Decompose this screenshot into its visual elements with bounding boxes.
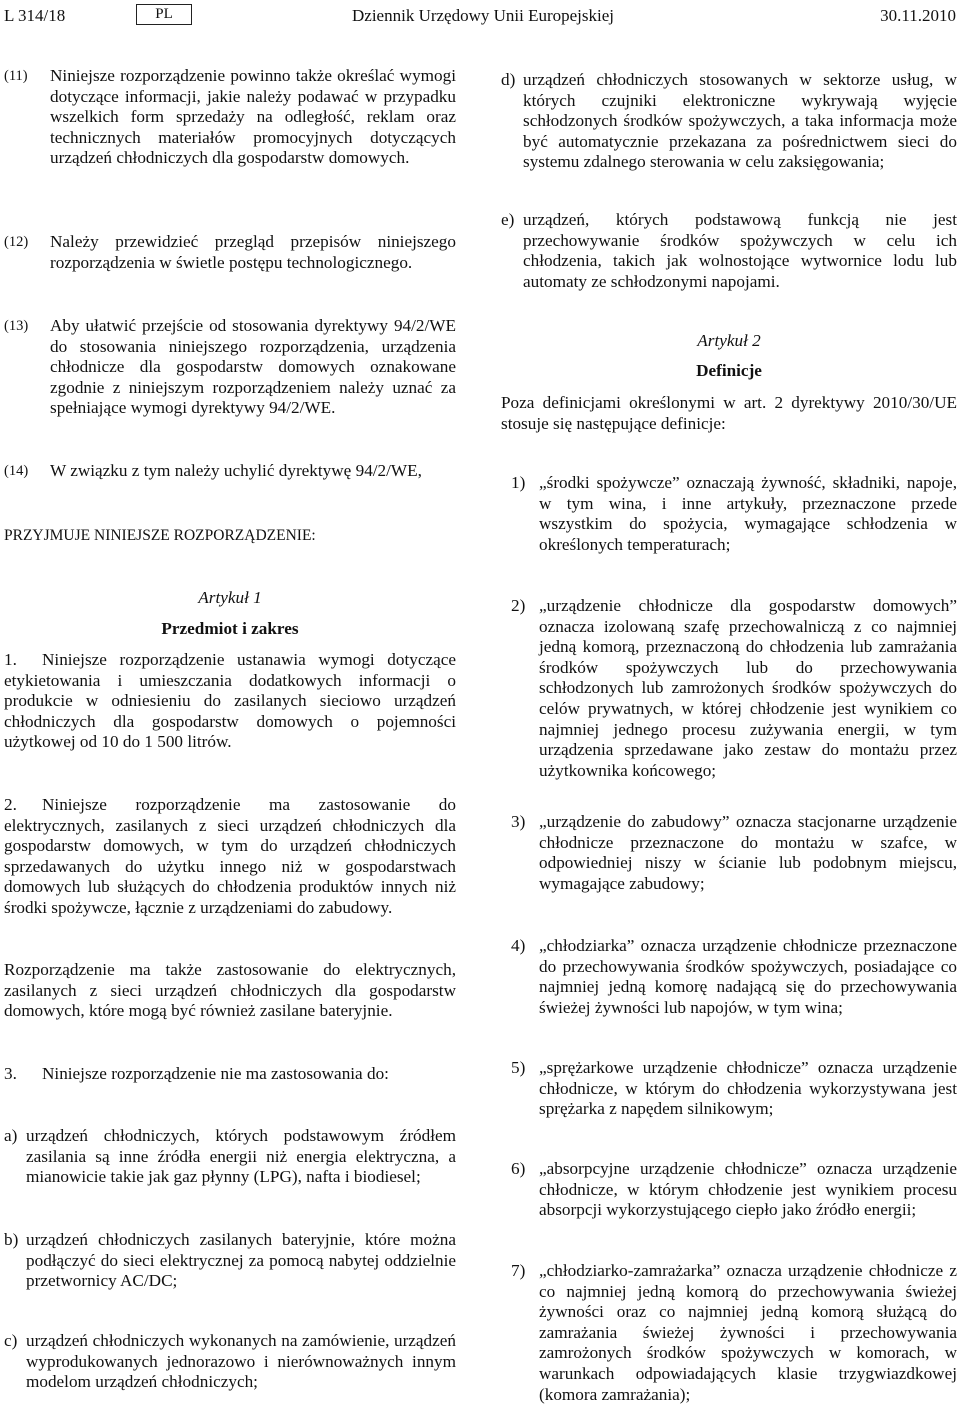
item-label: 3) bbox=[511, 812, 526, 831]
recital-number: (14) bbox=[4, 463, 29, 479]
definition-4 bbox=[501, 936, 957, 1018]
recital-12 bbox=[4, 232, 456, 273]
page-reference: L 314/18 bbox=[4, 6, 66, 25]
article-2-label: Artykuł 2 bbox=[697, 331, 761, 350]
item-label: 6) bbox=[511, 1159, 526, 1178]
recital-text: Niniejsze rozporządzenie powinno także określać wymogi dotyczące informacji, jakie należy podawać w przypadku wszelkich form sprzedaży na odległość, reklam oraz technicznych materiałów promocyjnych dotyczących urządzeń chłodniczych dla gospodarstw domowych. bbox=[50, 66, 456, 168]
article-1-paragraph-3 bbox=[4, 1064, 456, 1085]
item-text: „środki spożywcze” oznaczają żywność, składniki, napoje, w tym wina, i inne artykuły, przeznaczone przede wszystkim do spożycia, wymagające schłodzenia w określonych temperaturach; bbox=[539, 473, 957, 554]
item-text: „chłodziarka” oznacza urządzenie chłodnicze przeznaczone do przechowywania środków spożywczych, posiadające co najmniej jedną komorę nadającą się do przechowywania świeżej żywności lub napojów, w tym wina; bbox=[539, 936, 957, 1017]
item-label: e) bbox=[501, 210, 515, 229]
article-1-paragraph-2b: Rozporządzenie ma także zastosowanie do elektrycznych, zasilanych z sieci urządzeń chłodniczych dla gospodarstw domowych, które mogą być również zasilane bateryjnie. bbox=[4, 960, 456, 1021]
article-2-title: Definicje bbox=[696, 361, 762, 380]
journal-title: Dziennik Urzędowy Unii Europejskiej bbox=[352, 6, 615, 25]
definition-7 bbox=[501, 1261, 957, 1405]
item-text: urządzeń chłodniczych stosowanych w sektorze usług, w których czujniki elektroniczne wykrywają wyjęcie schłodzonych środków spożywczych, a taka informacja może być automatycznie przekazana za pośrednictwem sieci do systemu zdalnego sterowania w celu zaksięgowania; bbox=[523, 70, 957, 172]
recital-14 bbox=[4, 461, 456, 482]
item-label: 2) bbox=[511, 596, 526, 615]
definition-1 bbox=[501, 473, 957, 555]
item-label: b) bbox=[4, 1230, 19, 1249]
item-text: „absorpcyjne urządzenie chłodnicze” oznacza urządzenie chłodnicze, w którym chłodzenie jest wynikiem procesu absorpcji wykorzystującego ciepło jako źródło energii; bbox=[539, 1159, 957, 1220]
item-text: urządzeń chłodniczych wykonanych na zamówienie, urządzeń wyprodukowanych jednorazowo i nierównoważnych innym modelom urządzeń chłodniczych; bbox=[26, 1331, 456, 1392]
definition-2 bbox=[501, 596, 957, 781]
recital-text: Należy przewidzieć przegląd przepisów niniejszego rozporządzenia w świetle postępu technologicznego. bbox=[50, 232, 456, 272]
recital-number: (12) bbox=[4, 234, 29, 250]
paragraph-text: Niniejsze rozporządzenie ma zastosowanie do elektrycznych, zasilanych z sieci urządzeń chłodniczych dla gospodarstw domowych, w tym do urządzeń chłodniczych sprzedawanych do użytku innego niż w gospodarstwach domowych lub służących do chłodzenia produktów innych niż środki spożywcze, łącznie z urządzeniami do zabudowy. bbox=[4, 795, 456, 917]
paragraph-text: Niniejsze rozporządzenie nie ma zastosowania do: bbox=[42, 1064, 389, 1083]
paragraph-text: Niniejsze rozporządzenie ustanawia wymogi dotyczące etykietowania i umieszczania dodatkowych informacji o produkcie w odniesieniu do zasilanych sieciowo urządzeń chłodniczych dla gospodarstw domowych o pojemności użytkowej od 10 do 1 500 litrów. bbox=[4, 650, 456, 752]
item-label: 7) bbox=[511, 1261, 526, 1280]
item-text: urządzeń chłodniczych, których podstawowym źródłem zasilania są inne źródła energii niż energia elektryczna, a mianowicie takie jak gaz płynny (LPG), nafta i biodiesel; bbox=[26, 1126, 456, 1187]
article-1-paragraph-2 bbox=[4, 795, 456, 919]
exclusion-a bbox=[4, 1126, 456, 1188]
article-1-label: Artykuł 1 bbox=[198, 588, 262, 607]
recital-text: Aby ułatwić przejście od stosowania dyrektywy 94/2/WE do stosowania niniejszego rozporządzenia, urządzenia chłodnicze dla gospodarstw domowych oznakowane zgodnie z niniejszym rozporządzeniem należy uznać za spełniające wymogi dyrektywy 94/2/WE. bbox=[50, 316, 456, 418]
recital-number: (11) bbox=[4, 68, 28, 84]
paragraph-number: 2. bbox=[4, 795, 17, 814]
item-label: c) bbox=[4, 1331, 18, 1350]
item-text: urządzeń, których podstawową funkcją nie jest przechowywanie środków spożywczych w celu ich chłodzenia, takich jak wolnostojące wytwornice lodu lub automaty ze schłodzonymi napojami. bbox=[523, 210, 957, 291]
paragraph-number: 1. bbox=[4, 650, 17, 669]
language-badge: PL bbox=[136, 4, 192, 25]
item-text: urządzeń chłodniczych zasilanych bateryjnie, które można podłączyć do sieci elektrycznej za pomocą nabytej oddzielnie przetwornicy AC/DC; bbox=[26, 1230, 456, 1291]
item-text: „urządzenie do zabudowy” oznacza stacjonarne urządzenie chłodnicze przeznaczone do montażu w szafce, w odpowiedniej niszy w ścianie lub podobnym miejscu, wymagające zabudowy; bbox=[539, 812, 957, 893]
exclusion-e bbox=[501, 210, 957, 292]
item-text: „urządzenie chłodnicze dla gospodarstw domowych” oznacza izolowaną szafę przechowalniczą z co najmniej jedną komorą, przeznaczoną do chłodzenia lub zamrażania środków spożywczych lub do przechowywania schłodzonych lub zamrożonych środków spożywczych do celów prywatnych, w której chłodzenie jest wynikiem co najmniej jednego procesu zużywania energii, w tym urządzenia sprzedawane jako zestaw do montażu przez użytkownika końcowego; bbox=[539, 596, 957, 780]
exclusion-b bbox=[4, 1230, 456, 1292]
publication-date: 30.11.2010 bbox=[880, 6, 956, 25]
article-2-intro: Poza definicjami określonymi w art. 2 dyrektywy 2010/30/UE stosuje się następujące definicje: bbox=[501, 393, 957, 433]
item-text: „sprężarkowe urządzenie chłodnicze” oznacza urządzenie chłodnicze, w którym do chłodzenia wykorzystywana jest sprężarka z napędem silnikowym; bbox=[539, 1058, 957, 1119]
item-label: 4) bbox=[511, 936, 526, 955]
article-1-paragraph-1 bbox=[4, 650, 456, 753]
exclusion-c bbox=[4, 1331, 456, 1393]
page-header bbox=[4, 4, 956, 26]
item-label: 1) bbox=[511, 473, 526, 492]
paragraph-number: 3. bbox=[4, 1064, 17, 1083]
recital-text: W związku z tym należy uchylić dyrektywę 94/2/WE, bbox=[50, 461, 422, 480]
item-label: d) bbox=[501, 70, 516, 89]
adoption-formula: PRZYJMUJE NINIEJSZE ROZPORZĄDZENIE: bbox=[4, 527, 316, 544]
recital-13 bbox=[4, 316, 456, 419]
exclusion-d bbox=[501, 70, 957, 173]
item-label: a) bbox=[4, 1126, 18, 1145]
item-text: „chłodziarko-zamrażarka” oznacza urządzenie chłodnicze z co najmniej jedną komorą do przechowywania świeżej żywności oraz co najmniej jedną komorą służącą do zamrażania świeżej żywności i przechowywania zamrożonych środków spożywczych w komorach, w warunkach odpowiadających klasie trzygwiazdkowej (komora zamrażania); bbox=[539, 1261, 957, 1404]
recital-number: (13) bbox=[4, 318, 29, 334]
definition-5 bbox=[501, 1058, 957, 1120]
definition-6 bbox=[501, 1159, 957, 1221]
definition-3 bbox=[501, 812, 957, 894]
article-1-title: Przedmiot i zakres bbox=[161, 619, 299, 638]
item-label: 5) bbox=[511, 1058, 526, 1077]
recital-11 bbox=[4, 66, 456, 169]
